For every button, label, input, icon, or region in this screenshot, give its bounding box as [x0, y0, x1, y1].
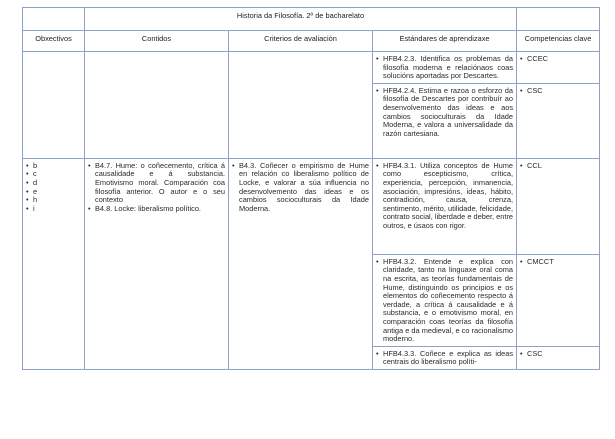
objective-item: • c — [26, 170, 81, 179]
standard-cell — [373, 158, 517, 254]
header-objectives: Obxectivos — [23, 31, 85, 52]
standard-item: • HFB4.3.3. Coñece e explica as ideas centrais do liberalismo políti- — [376, 350, 513, 367]
table-corner-cell — [517, 8, 600, 31]
criteria-cell-empty — [229, 52, 373, 159]
competence-item: • CCEC — [520, 55, 596, 64]
competence-cell — [517, 158, 600, 254]
competence-cell — [517, 52, 600, 84]
criteria-item: • B4.3. Coñecer o empirismo de Hume en relación co liberalismo político de Locke, e valorar a súa influencia no desenvolvemento das ideas e os cambios socioculturais da Idade Moderna. — [232, 162, 369, 214]
objective-item: • h — [26, 196, 81, 205]
objectives-cell — [23, 158, 85, 369]
content-item: • B4.7. Hume: o coñecemento, crítica á causalidade e á substancia. Emotivismo moral. Comparación coa filosofía anterior. O autor e o seu contexto — [88, 162, 225, 205]
header-competences: Competencias clave — [517, 31, 600, 52]
objective-item: • d — [26, 179, 81, 188]
objective-item: • i — [26, 205, 81, 214]
objectives-cell-empty — [23, 52, 85, 159]
competence-cell — [517, 346, 600, 369]
competence-item: • CMCCT — [520, 258, 596, 267]
standard-item: • HFB4.3.1. Utiliza conceptos de Hume como escepticismo, crítica, experiencia, percepción, inmanencia, asociación, impresións, ideas, hábito, contradición, causa, crenza, sentimento, mérito, utilidade, felicidade, contrato social, liberdade e deber, entre outros, e úsaos con rigor. — [376, 162, 513, 231]
objective-item: • e — [26, 188, 81, 197]
objective-item: • b — [26, 162, 81, 171]
competence-item: • CSC — [520, 87, 596, 96]
competence-cell — [517, 83, 600, 158]
table-row — [23, 158, 600, 254]
standard-item: • HFB4.2.4. Estima e razoa o esforzo da filosofía de Descartes por contribuír ao desenvolvemento das ideas e aos cambios socioculturais da Idade Moderna, e valora a universalidade da razón cartesiana. — [376, 87, 513, 139]
standard-item: • HFB4.2.3. Identifica os problemas da filosofía moderna e relaciónaos coas solucións aportadas por Descartes. — [376, 55, 513, 81]
header-criteria: Criterios de avaliación — [229, 31, 373, 52]
contents-cell-empty — [85, 52, 229, 159]
competence-cell — [517, 254, 600, 346]
contents-cell — [85, 158, 229, 369]
standard-item: • HFB4.3.2. Entende e explica con claridade, tanto na linguaxe oral coma na escrita, as teorías fundamentais de Hume, distinguindo os principios e os elementos do coñecemento respecto á verdade, a crítica á causalidade e á substancia, e o emotivismo moral, en comparación coas teorías da filosofía antiga e da medieval, e co racionalismo moderno. — [376, 258, 513, 344]
table-title: Historia da Filosofía. 2º de bacharelato — [85, 8, 517, 31]
header-contents: Contidos — [85, 31, 229, 52]
competence-item: • CCL — [520, 162, 596, 171]
standard-cell — [373, 52, 517, 84]
table-corner-cell — [23, 8, 85, 31]
content-item: • B4.8. Locke: liberalismo político. — [88, 205, 225, 214]
competence-item: • CSC — [520, 350, 596, 359]
header-standards: Estándares de aprendizaxe — [373, 31, 517, 52]
standard-cell — [373, 346, 517, 369]
criteria-cell — [229, 158, 373, 369]
table-row — [23, 52, 600, 84]
standard-cell — [373, 254, 517, 346]
standard-cell — [373, 83, 517, 158]
curriculum-table — [22, 7, 600, 370]
